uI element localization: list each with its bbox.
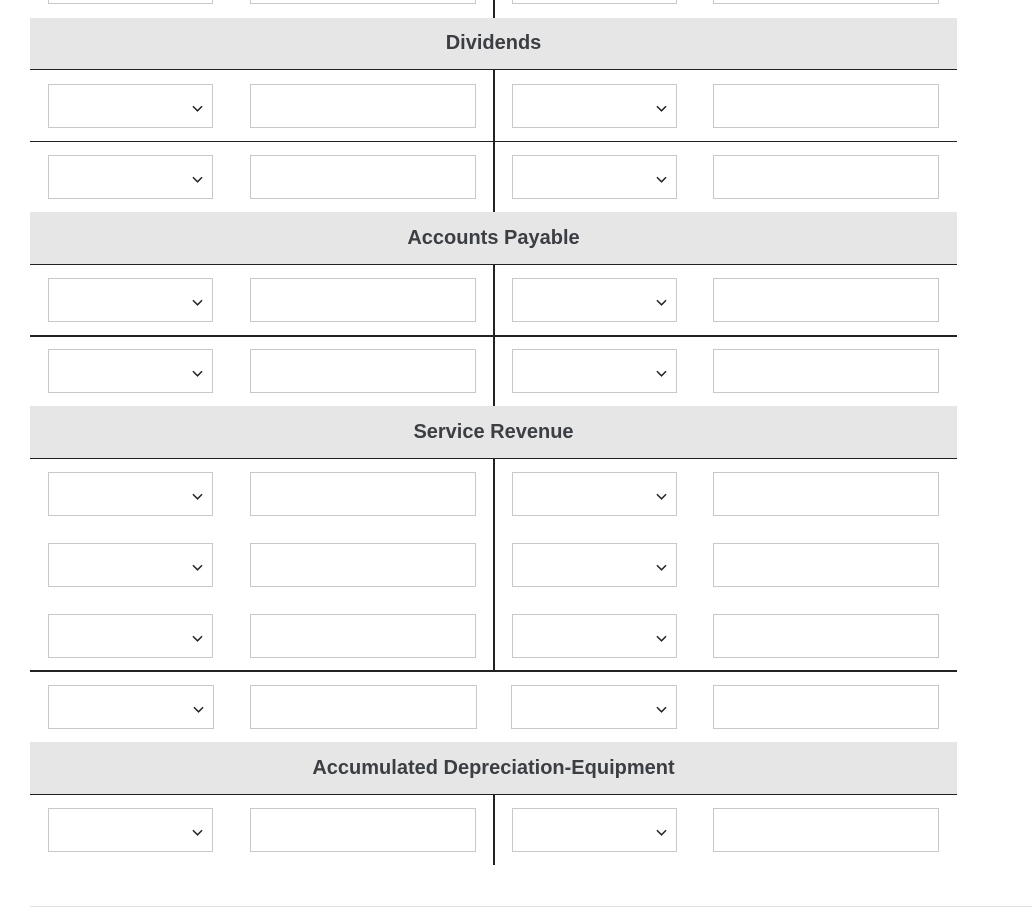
chevron-down-icon	[656, 702, 667, 713]
credit-account-select[interactable]	[512, 84, 677, 128]
chevron-down-icon	[192, 295, 203, 306]
chevron-down-icon	[656, 295, 667, 306]
credit-amount-input[interactable]	[713, 84, 939, 128]
credit-amount-input[interactable]	[713, 278, 939, 322]
t-account-divider	[493, 795, 495, 865]
credit-amount-input[interactable]	[713, 472, 939, 516]
credit-account-select[interactable]	[512, 0, 677, 4]
chevron-down-icon	[192, 560, 203, 571]
account-title: Dividends	[445, 32, 542, 54]
debit-amount-input[interactable]	[250, 278, 476, 322]
credit-amount-input[interactable]	[713, 685, 939, 729]
debit-amount-input[interactable]	[250, 349, 476, 393]
chevron-down-icon	[192, 825, 203, 836]
debit-account-select[interactable]	[48, 472, 213, 516]
account-title: Service Revenue	[413, 420, 574, 443]
credit-account-select[interactable]	[512, 808, 677, 852]
credit-account-select[interactable]	[512, 614, 677, 658]
account-header	[30, 18, 957, 70]
debit-amount-input[interactable]	[250, 472, 476, 516]
chevron-down-icon	[192, 101, 203, 112]
debit-amount-input[interactable]	[250, 84, 476, 128]
t-account-divider	[493, 0, 495, 18]
chevron-down-icon	[656, 101, 667, 112]
credit-account-select[interactable]	[511, 685, 677, 729]
account-header	[30, 212, 957, 265]
chevron-down-icon	[656, 631, 667, 642]
debit-account-select[interactable]	[48, 155, 213, 199]
credit-account-select[interactable]	[512, 278, 677, 322]
credit-account-select[interactable]	[512, 543, 677, 587]
credit-account-select[interactable]	[512, 472, 677, 516]
page-divider	[30, 906, 1032, 907]
chevron-down-icon	[192, 631, 203, 642]
debit-account-select[interactable]	[48, 685, 214, 729]
debit-account-select[interactable]	[48, 543, 213, 587]
row-separator	[30, 141, 957, 142]
chevron-down-icon	[656, 825, 667, 836]
account-title: Accumulated Depreciation-Equipment	[312, 756, 675, 779]
chevron-down-icon	[192, 366, 203, 377]
credit-amount-input[interactable]	[713, 614, 939, 658]
debit-account-select[interactable]	[48, 808, 213, 852]
chevron-down-icon	[656, 172, 667, 183]
credit-account-select[interactable]	[512, 155, 677, 199]
debit-amount-input[interactable]	[250, 543, 476, 587]
debit-amount-input[interactable]	[250, 155, 476, 199]
debit-amount-input[interactable]	[250, 808, 476, 852]
account-header	[30, 742, 957, 795]
chevron-down-icon	[656, 366, 667, 377]
debit-account-select[interactable]	[48, 349, 213, 393]
debit-account-select[interactable]	[48, 0, 213, 4]
t-account-divider	[493, 459, 495, 671]
account-header	[30, 406, 957, 459]
credit-amount-input[interactable]	[713, 808, 939, 852]
chevron-down-icon	[192, 172, 203, 183]
debit-account-select[interactable]	[48, 278, 213, 322]
credit-amount-input[interactable]	[713, 0, 939, 4]
chevron-down-icon	[656, 489, 667, 500]
total-line	[30, 335, 957, 337]
credit-account-select[interactable]	[512, 349, 677, 393]
total-line	[30, 670, 957, 672]
chevron-down-icon	[193, 702, 204, 713]
credit-amount-input[interactable]	[713, 543, 939, 587]
debit-account-select[interactable]	[48, 614, 213, 658]
debit-amount-input[interactable]	[250, 614, 476, 658]
credit-amount-input[interactable]	[713, 155, 939, 199]
chevron-down-icon	[192, 489, 203, 500]
debit-amount-input[interactable]	[250, 0, 476, 4]
debit-account-select[interactable]	[48, 84, 213, 128]
account-title: Accounts Payable	[407, 226, 580, 249]
debit-amount-input[interactable]	[250, 685, 477, 729]
chevron-down-icon	[656, 560, 667, 571]
credit-amount-input[interactable]	[713, 349, 939, 393]
